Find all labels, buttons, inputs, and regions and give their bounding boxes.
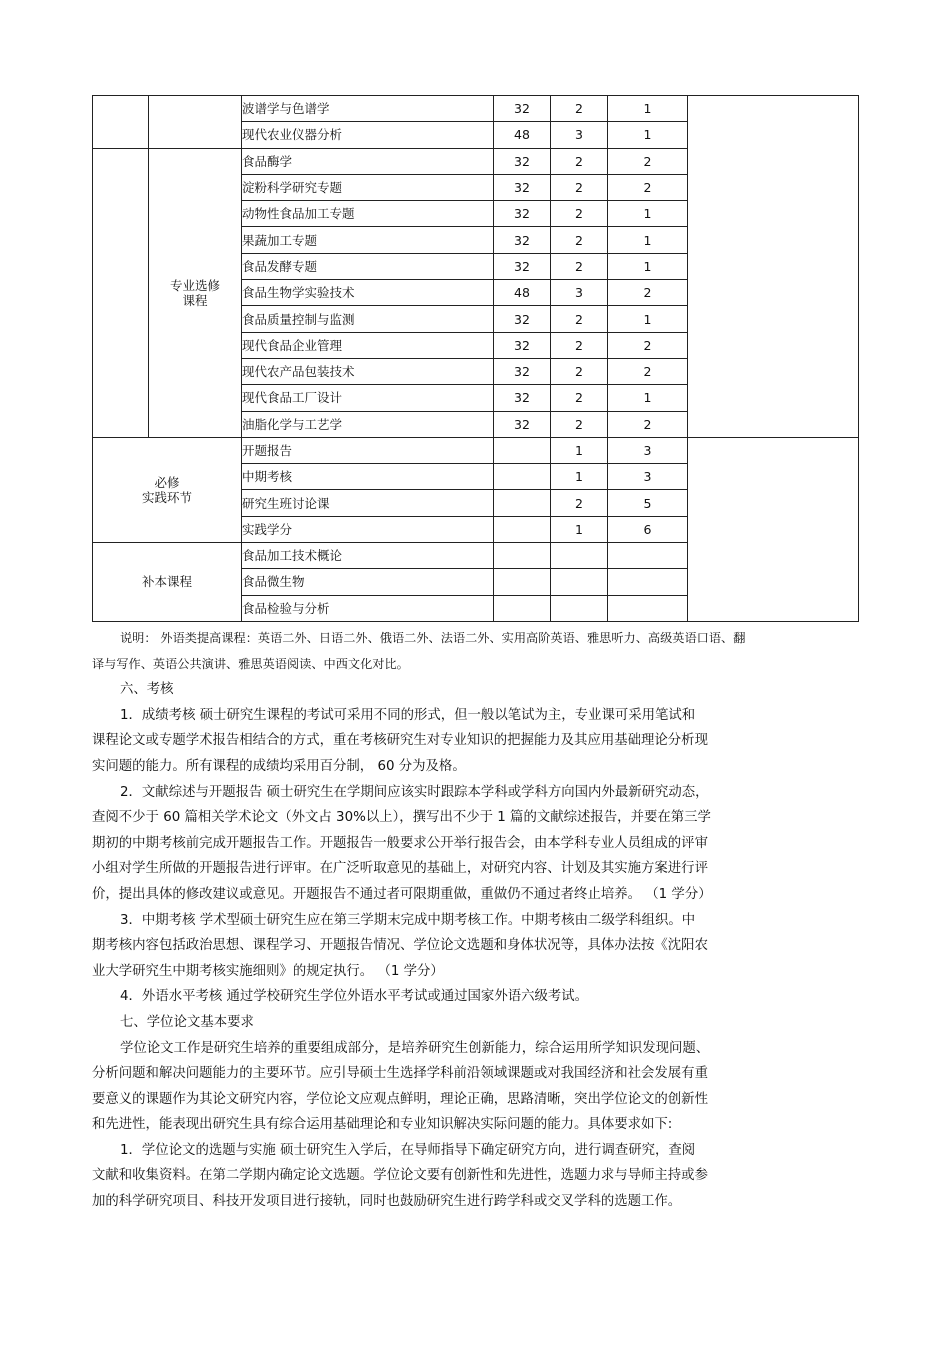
course-term: 1 xyxy=(608,96,688,122)
course-term: 5 xyxy=(608,490,688,516)
paragraph-line: 价，提出具体的修改建议或意见。开题报告不通过者可限期重做，重做仍不通过者终止培养。 （1 学分） xyxy=(92,886,712,902)
course-hours xyxy=(494,569,551,595)
course-term: 1 xyxy=(608,253,688,279)
course-name: 食品加工技术概论 xyxy=(242,543,494,569)
course-name: 食品发酵专题 xyxy=(242,253,494,279)
course-credits: 2 xyxy=(551,227,608,253)
course-credits: 2 xyxy=(551,306,608,332)
course-hours: 48 xyxy=(494,122,551,148)
table-note-line: 说明： 外语类提高课程：英语二外、日语二外、俄语二外、法语二外、实用高阶英语、雅思听力、高级英语口语、翻 xyxy=(120,631,746,645)
table-row xyxy=(93,96,859,122)
category-cell xyxy=(93,96,149,149)
course-name: 食品质量控制与监测 xyxy=(242,306,494,332)
paragraph-line: 2．文献综述与开题报告 硕士研究生在学期间应该实时跟踪本学科或学科方向国内外最新研究动态， xyxy=(120,784,709,800)
course-term xyxy=(608,543,688,569)
course-name: 食品检验与分析 xyxy=(242,595,494,621)
course-name: 食品生物学实验技术 xyxy=(242,280,494,306)
course-hours: 32 xyxy=(494,253,551,279)
course-hours xyxy=(494,516,551,542)
paragraph-line: 4．外语水平考核 通过学校研究生学位外语水平考试或通过国家外语六级考试。 xyxy=(120,989,589,1005)
course-name: 现代食品工厂设计 xyxy=(242,385,494,411)
course-term: 1 xyxy=(608,227,688,253)
group-cell xyxy=(149,96,242,149)
course-hours: 32 xyxy=(494,148,551,174)
group-label-line: 必修 xyxy=(154,474,180,490)
course-hours: 32 xyxy=(494,201,551,227)
paragraph-line: 1．学位论文的选题与实施 硕士研究生入学后，在导师指导下确定研究方向，进行调查研究，查阅 xyxy=(120,1142,696,1158)
course-hours: 32 xyxy=(494,306,551,332)
elective-group-label xyxy=(149,148,242,437)
course-credits: 3 xyxy=(551,122,608,148)
course-credits: 2 xyxy=(551,490,608,516)
course-term: 3 xyxy=(608,437,688,463)
course-name: 油脂化学与工艺学 xyxy=(242,411,494,437)
course-table xyxy=(92,95,859,622)
table-row xyxy=(93,437,859,463)
paragraph-line: 期考核内容包括政治思想、课程学习、开题报告情况、学位论文选题和身体状况等，具体办法按《沈阳农 xyxy=(92,938,708,954)
group-label-line: 专业选修 xyxy=(169,277,220,293)
course-hours xyxy=(494,464,551,490)
course-hours: 32 xyxy=(494,227,551,253)
course-name: 现代食品企业管理 xyxy=(242,332,494,358)
course-hours: 32 xyxy=(494,411,551,437)
course-name: 实践学分 xyxy=(242,516,494,542)
course-name: 中期考核 xyxy=(242,464,494,490)
course-term: 6 xyxy=(608,516,688,542)
paragraph-line: 3．中期考核 学术型硕士研究生应在第三学期末完成中期考核工作。中期考核由二级学科组织。中 xyxy=(120,912,696,928)
course-credits xyxy=(551,543,608,569)
course-credits: 3 xyxy=(551,280,608,306)
paragraph-line: 期初的中期考核前完成开题报告工作。开题报告一般要求公开举行报告会，由本学科专业人员组成的评审 xyxy=(92,835,708,851)
course-name: 现代农产品包装技术 xyxy=(242,358,494,384)
remedial-group-label: 补本课程 xyxy=(93,543,242,622)
course-credits xyxy=(551,569,608,595)
paragraph-line: 学位论文工作是研究生培养的重要组成部分，是培养研究生创新能力，综合运用所学知识发现问题、 xyxy=(120,1040,710,1056)
course-term: 2 xyxy=(608,332,688,358)
paragraph-line: 小组对学生所做的开题报告进行评审。在广泛听取意见的基础上，对研究内容、计划及其实施方案进行评 xyxy=(92,861,708,877)
body-text xyxy=(92,626,862,1215)
course-credits: 2 xyxy=(551,411,608,437)
course-name: 波谱学与色谱学 xyxy=(242,96,494,122)
course-term: 2 xyxy=(608,148,688,174)
course-credits: 2 xyxy=(551,332,608,358)
course-term: 1 xyxy=(608,306,688,332)
course-hours xyxy=(494,595,551,621)
course-credits xyxy=(551,595,608,621)
course-name: 食品微生物 xyxy=(242,569,494,595)
category-cell xyxy=(93,148,149,437)
course-name: 开题报告 xyxy=(242,437,494,463)
table-note-line: 译与写作、英语公共演讲、雅思英语阅读、中西文化对比。 xyxy=(92,656,409,671)
paragraph-line: 1．成绩考核 硕士研究生课程的考试可采用不同的形式，但一般以笔试为主，专业课可采用笔试和 xyxy=(120,707,696,723)
course-hours: 48 xyxy=(494,280,551,306)
paragraph-line: 查阅不少于 60 篇相关学术论文（外文占 30%以上），撰写出不少于 1 篇的文献综述报告，并要在第三学 xyxy=(92,810,711,826)
paragraph-line: 分析问题和解决问题能力的主要环节。应引导硕士生选择学科前沿领域课题或对我国经济和社会发展有重 xyxy=(92,1066,708,1082)
course-hours xyxy=(494,437,551,463)
paragraph-line: 加的科学研究项目、科技开发项目进行接轨，同时也鼓励研究生进行跨学科或交叉学科的选题工作。 xyxy=(92,1194,682,1210)
course-term xyxy=(608,569,688,595)
course-term: 2 xyxy=(608,411,688,437)
course-name: 淀粉科学研究专题 xyxy=(242,174,494,200)
course-hours xyxy=(494,490,551,516)
course-term xyxy=(608,595,688,621)
course-hours: 32 xyxy=(494,332,551,358)
practice-group-label xyxy=(93,437,242,542)
course-credits: 1 xyxy=(551,464,608,490)
course-term: 2 xyxy=(608,174,688,200)
course-credits: 2 xyxy=(551,148,608,174)
course-hours: 32 xyxy=(494,385,551,411)
course-credits: 2 xyxy=(551,96,608,122)
section-heading: 七、学位论文基本要求 xyxy=(120,1014,254,1030)
course-hours: 32 xyxy=(494,96,551,122)
course-hours xyxy=(494,543,551,569)
course-term: 3 xyxy=(608,464,688,490)
course-name: 现代农业仪器分析 xyxy=(242,122,494,148)
paragraph-line: 业大学研究生中期考核实施细则》的规定执行。 （1 学分） xyxy=(92,963,444,979)
course-term: 1 xyxy=(608,122,688,148)
course-credits: 2 xyxy=(551,253,608,279)
course-name: 研究生班讨论课 xyxy=(242,490,494,516)
course-credits: 1 xyxy=(551,516,608,542)
remarks-cell xyxy=(688,96,859,438)
course-hours: 32 xyxy=(494,174,551,200)
course-name: 食品酶学 xyxy=(242,148,494,174)
paragraph-line: 和先进性，能表现出研究生具有综合运用基础理论和专业知识解决实际问题的能力。具体要求如下: xyxy=(92,1117,673,1133)
course-term: 2 xyxy=(608,358,688,384)
paragraph-line: 实问题的能力。所有课程的成绩均采用百分制， 60 分为及格。 xyxy=(92,758,466,774)
course-term: 2 xyxy=(608,280,688,306)
course-name: 动物性食品加工专题 xyxy=(242,201,494,227)
paragraph-line: 文献和收集资料。在第二学期内确定论文选题。学位论文要有创新性和先进性，选题力求与导师主持或参 xyxy=(92,1168,708,1184)
course-term: 1 xyxy=(608,385,688,411)
course-hours: 32 xyxy=(494,358,551,384)
course-credits: 2 xyxy=(551,385,608,411)
course-credits: 1 xyxy=(551,437,608,463)
course-credits: 2 xyxy=(551,358,608,384)
course-credits: 2 xyxy=(551,174,608,200)
course-name: 果蔬加工专题 xyxy=(242,227,494,253)
course-credits: 2 xyxy=(551,201,608,227)
group-label-line: 课程 xyxy=(182,292,208,308)
course-term: 1 xyxy=(608,201,688,227)
group-label-line: 实践环节 xyxy=(141,489,192,505)
section-heading: 六、考核 xyxy=(120,682,174,698)
remarks-cell xyxy=(688,437,859,621)
paragraph-line: 课程论文或专题学术报告相结合的方式，重在考核研究生对专业知识的把握能力及其应用基础理论分析现 xyxy=(92,733,708,749)
paragraph-line: 要意义的课题作为其论文研究内容，学位论文应观点鲜明，理论正确，思路清晰，突出学位论文的创新性 xyxy=(92,1091,708,1107)
